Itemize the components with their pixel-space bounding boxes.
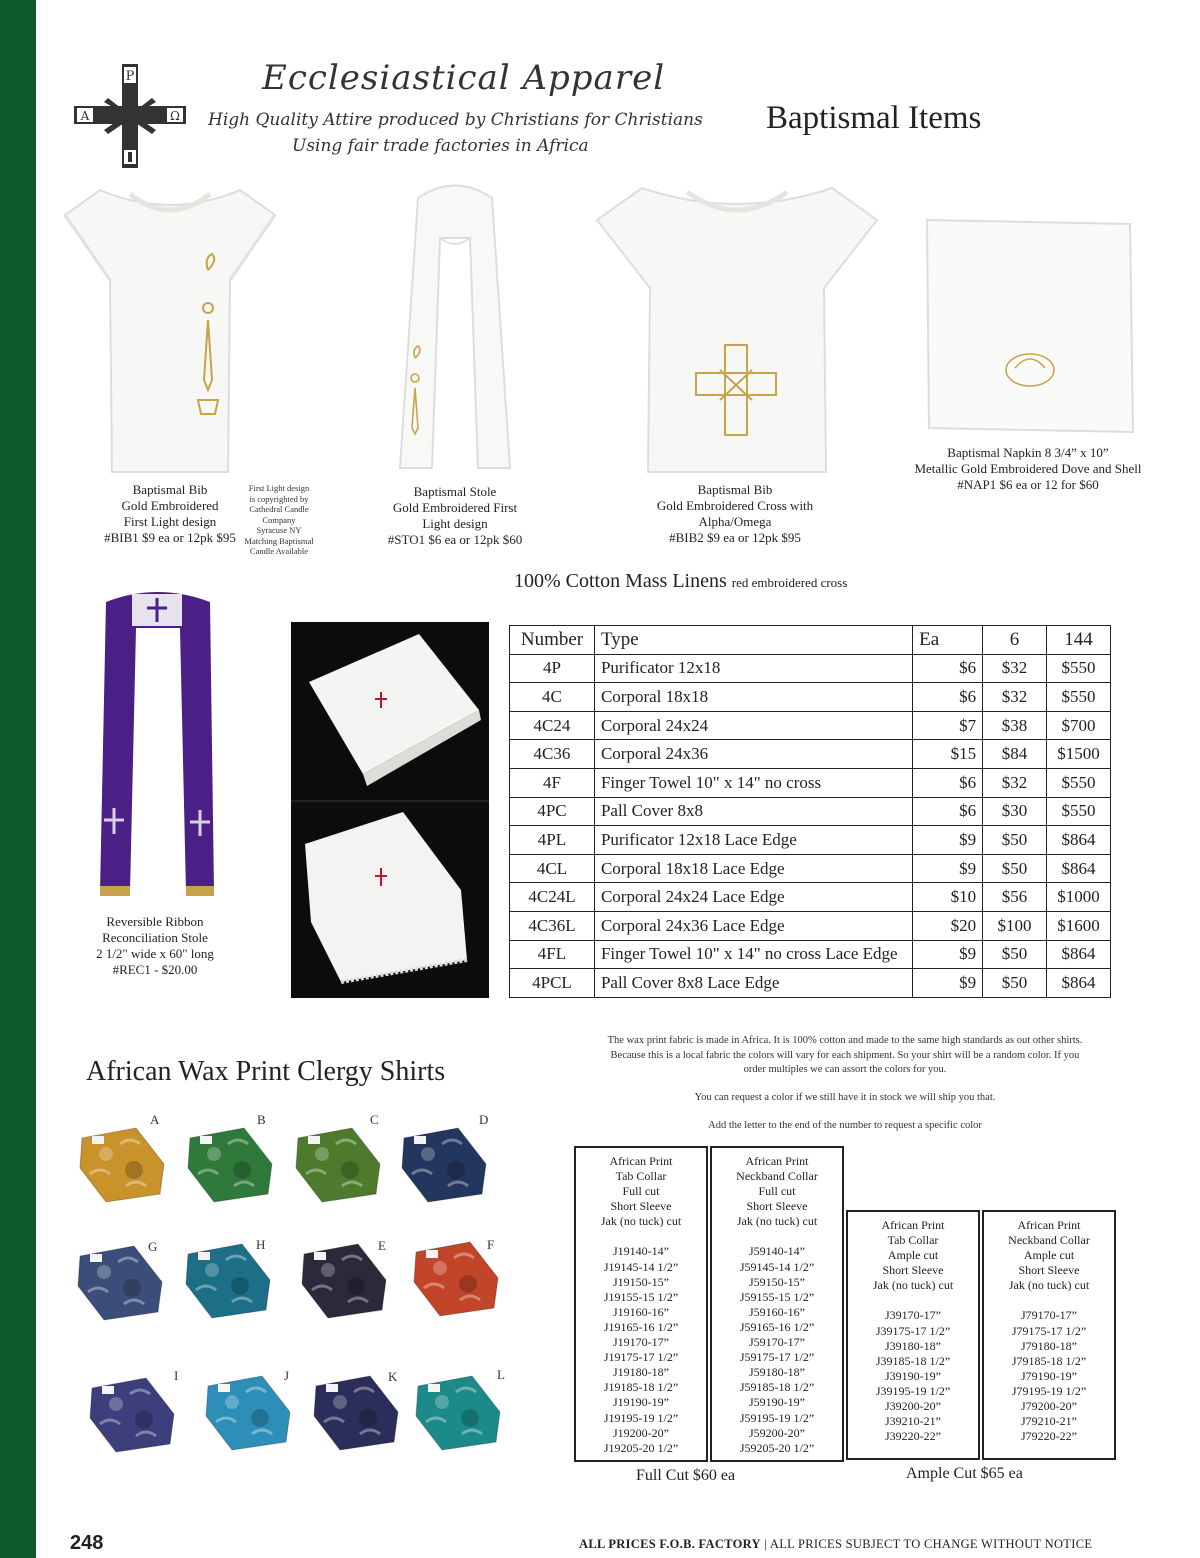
logo-letter-alpha: A xyxy=(80,109,90,123)
size-box-tab-full-cut: African Print Tab Collar Full cut Short Sleeve Jak (no tuck) cut J19140-14” J19145-14 1/2” J19150-15” J19155-15 1/2” J19160-16” J19165-16 1/2” J19170-17” J19175-17 1/2” J19180-18” J19185-18 1/2” J19190-19” J19195-19 1/2” J19200-20” J19205-20 1/2” xyxy=(574,1146,708,1462)
baptismal-stole-image xyxy=(390,178,520,478)
size-box-tab-ample-cut: African Print Tab Collar Ample cut Short Sleeve Jak (no tuck) cut J39170-17” J39175-17 1/2” J39180-18” J39185-18 1/2” J39190-19” J39195-19 1/2” J39200-20” J39210-21” J39220-22” xyxy=(846,1210,980,1460)
shirt-letter-c: C xyxy=(370,1112,379,1127)
footer-notice xyxy=(579,1537,1092,1552)
logo-letter-p: P xyxy=(125,69,135,84)
col-type: Type xyxy=(594,626,912,655)
shirt-swatch-b xyxy=(184,1124,276,1204)
table-row: 4C36L Corporal 24x36 Lace Edge $20 $100 $1600 xyxy=(510,911,1111,940)
shirt-swatch-i xyxy=(86,1374,178,1454)
linens-title: 100% Cotton Mass Linens red embroidered cross xyxy=(514,570,848,592)
green-sidebar-bar xyxy=(0,0,36,1558)
col-six: 6 xyxy=(983,626,1047,655)
footer-separator: | xyxy=(764,1537,768,1551)
footer-change-notice: ALL PRICES SUBJECT TO CHANGE WITHOUT NOTICE xyxy=(769,1537,1093,1551)
table-row: 4C36 Corporal 24x36 $15 $84 $1500 xyxy=(510,740,1111,769)
shirt-swatch-l xyxy=(412,1372,504,1452)
brand-tagline: High Quality Attire produced by Christians for Christians xyxy=(208,110,703,130)
table-row: 4PC Pall Cover 8x8 $6 $30 $550 xyxy=(510,797,1111,826)
logo-letter-omega: Ω xyxy=(170,109,180,123)
col-144: 144 xyxy=(1047,626,1111,655)
shirt-letter-b: B xyxy=(257,1112,266,1127)
wax-print-letter-note: Add the letter to the end of the number to request a specific color xyxy=(708,1120,982,1131)
wax-print-description: The wax print fabric is made in Africa. It is 100% cotton and made to the same high standards as out other shirts. Because this is a local fabric the colors will vary for each shipment. So your shirt will be a random color. If you order multiples we can assort the colors for you. xyxy=(607,1035,1083,1075)
baptismal-bib-first-light-image xyxy=(60,180,280,480)
shirt-letter-i: I xyxy=(174,1368,179,1383)
mass-linens-photo xyxy=(291,622,489,998)
reconciliation-stole-image xyxy=(92,588,222,908)
shirt-swatch-j xyxy=(202,1372,294,1452)
size-box-neckband-full-cut: African Print Neckband Collar Full cut Short Sleeve Jak (no tuck) cut J59140-14” J59145-14 1/2” J59150-15” J59155-15 1/2” J59160-16” J59165-16 1/2” J59170-17” J59175-17 1/2” J59180-18” J59185-18 1/2” J59190-19” J59195-19 1/2” J59200-20” J59205-20 1/2” xyxy=(710,1146,844,1462)
table-row: 4C Corporal 18x18 $6 $32 $550 xyxy=(510,683,1111,712)
napkin-caption: Baptismal Napkin 8 3/4” x 10” Metallic Gold Embroidered Dove and Shell #NAP1 $6 ea or 12 for $60 xyxy=(914,445,1142,492)
shirt-letter-l: L xyxy=(497,1367,505,1382)
table-row: 4C24 Corporal 24x24 $7 $38 $700 xyxy=(510,711,1111,740)
table-header-row xyxy=(510,626,1111,655)
shirt-swatch-e xyxy=(298,1240,390,1320)
shirt-letter-e: E xyxy=(378,1238,386,1253)
table-row: 4PL Purificator 12x18 Lace Edge $9 $50 $864 xyxy=(510,826,1111,855)
table-row: 4PCL Pall Cover 8x8 Lace Edge $9 $50 $864 xyxy=(510,969,1111,998)
wax-print-request-note: You can request a color if we still have it in stock we will ship you that. xyxy=(694,1092,996,1103)
ample-cut-price: Ample Cut $65 ea xyxy=(906,1465,1023,1482)
shirt-letter-d: D xyxy=(479,1112,489,1127)
baptismal-napkin-image xyxy=(925,218,1135,436)
page-heading: Baptismal Items xyxy=(766,100,982,136)
shirt-letter-g: G xyxy=(148,1239,158,1254)
table-row: 4F Finger Towel 10" x 14" no cross $6 $32 $550 xyxy=(510,768,1111,797)
page-number: 248 xyxy=(70,1532,104,1554)
footer-fob: ALL PRICES F.O.B. FACTORY xyxy=(579,1537,761,1551)
shirt-letter-k: K xyxy=(388,1369,398,1384)
col-each: Ea xyxy=(913,626,983,655)
shirt-swatch-d xyxy=(398,1124,490,1204)
mass-linens-table xyxy=(509,625,1111,998)
bib1-caption: Baptismal Bib Gold Embroidered First Light design #BIB1 $9 ea or 12pk $95 xyxy=(104,482,236,545)
shirt-swatch-c xyxy=(292,1124,384,1204)
full-cut-price: Full Cut $60 ea xyxy=(636,1467,736,1484)
wax-print-title: African Wax Print Clergy Shirts xyxy=(86,1056,446,1087)
table-row: 4P Purificator 12x18 $6 $32 $550 xyxy=(510,654,1111,683)
shirt-letter-a: A xyxy=(150,1112,160,1127)
bib2-caption: Baptismal Bib Gold Embroidered Cross with Alpha/Omega #BIB2 $9 ea or 12pk $95 xyxy=(656,482,814,545)
baptismal-bib-cross-image xyxy=(592,180,882,480)
table-row: 4C24L Corporal 24x24 Lace Edge $10 $56 $1000 xyxy=(510,883,1111,912)
brand-title: Ecclesiastical Apparel xyxy=(262,58,666,98)
shirt-letter-h: H xyxy=(256,1237,266,1252)
shirt-letter-j: J xyxy=(284,1368,290,1383)
stole-caption: Baptismal Stole Gold Embroidered First Light design #STO1 $6 ea or 12pk $60 xyxy=(387,484,523,547)
shirt-letter-f: F xyxy=(487,1237,495,1252)
shirt-swatch-a xyxy=(76,1124,168,1204)
chi-rho-logo xyxy=(70,62,190,170)
reconciliation-stole-caption: Reversible Ribbon Reconciliation Stole 2 1/2" wide x 60" long #REC1 - $20.00 xyxy=(96,914,214,977)
col-number: Number xyxy=(510,626,595,655)
linens-title-note: red embroidered cross xyxy=(731,575,848,590)
bib1-copyright-note: First Light design is copyrighted by Cathedral Candle Company Syracuse NY Matching Baptismal Candle Available xyxy=(244,483,314,556)
size-box-neckband-ample-cut: African Print Neckband Collar Ample cut Short Sleeve Jak (no tuck) cut J79170-17” J79175-17 1/2” J79180-18” J79185-18 1/2” J79190-19” J79195-19 1/2” J79200-20” J79210-21” J79220-22” xyxy=(982,1210,1116,1460)
table-row: 4FL Finger Towel 10" x 14" no cross Lace Edge $9 $50 $864 xyxy=(510,940,1111,969)
table-row: 4CL Corporal 18x18 Lace Edge $9 $50 $864 xyxy=(510,854,1111,883)
brand-subtag: Using fair trade factories in Africa xyxy=(292,136,589,156)
